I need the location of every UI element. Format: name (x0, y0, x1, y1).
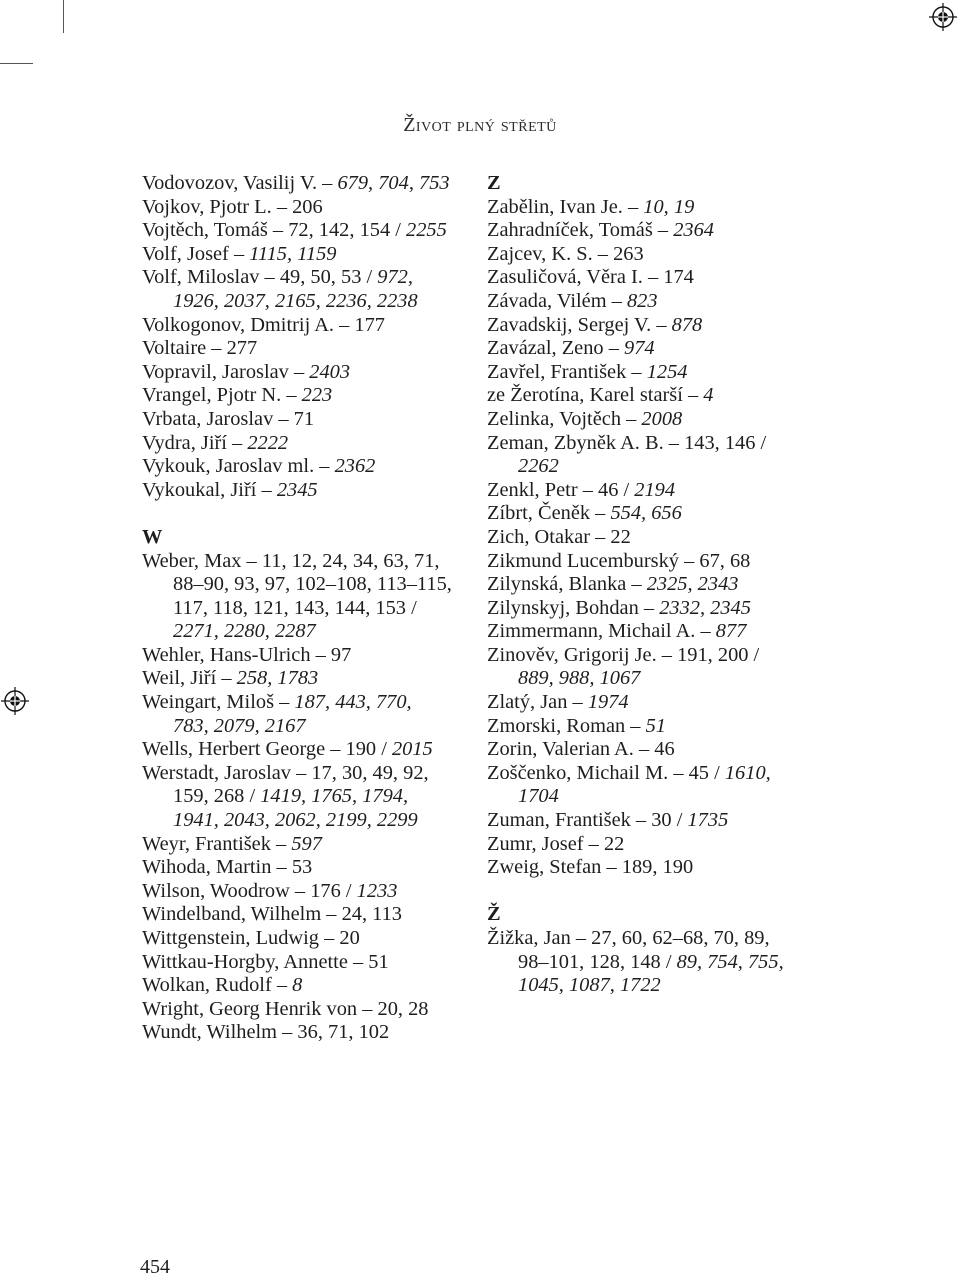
index-entry-line (487, 314, 817, 338)
index-entry-line (142, 762, 482, 786)
index-entry-line (487, 408, 817, 432)
index-entry (487, 762, 817, 809)
entry-text: Zilynskyj, Bohdan – (487, 596, 660, 619)
entry-text: Zavadskij, Sergej V. – (487, 313, 672, 336)
page-refs-italic: 1233 (356, 879, 398, 902)
page-refs-italic: 1115, 1159 (249, 242, 337, 265)
index-entries-v (142, 172, 482, 502)
index-entry-line (142, 243, 482, 267)
entry-text: Zilynská, Blanka – (487, 573, 647, 596)
entry-text: 159, 268 / (173, 785, 261, 808)
index-entry-line (487, 927, 817, 951)
index-entry (142, 172, 482, 196)
index-entry (142, 738, 482, 762)
section-letter-zh: Ž (487, 903, 501, 926)
index-entry-line (142, 998, 482, 1022)
page-refs-italic: 2345 (276, 478, 318, 501)
entry-text: Vydra, Jiří – (142, 431, 248, 454)
entry-text: Wright, Georg Henrik von – 20, 28 (142, 997, 429, 1020)
index-entry-line (487, 644, 817, 668)
index-entry-line (487, 361, 817, 385)
index-column-right (487, 172, 817, 998)
index-entry (487, 432, 817, 479)
entry-text: Zumr, Josef – 22 (487, 832, 625, 855)
index-entry-continuation (487, 785, 817, 809)
index-entry-line (142, 196, 482, 220)
entry-text: 98–101, 128, 148 / (518, 950, 677, 973)
entry-text: Zabělin, Ivan Je. – (487, 195, 644, 218)
index-entry-line (142, 738, 482, 762)
index-entry (142, 762, 482, 833)
section-letter-z: Z (487, 172, 501, 194)
page-refs-italic: 2262 (518, 455, 559, 478)
index-entry (487, 573, 817, 597)
page-refs-italic: 878 (671, 313, 703, 336)
page-refs-italic: 2325, 2343 (646, 573, 739, 596)
index-entry (487, 384, 817, 408)
index-entry-line (142, 479, 482, 503)
entry-text: Vojtěch, Tomáš – 72, 142, 154 / (142, 219, 407, 242)
entry-text: Weber, Max – 11, 12, 24, 34, 63, 71, (142, 549, 440, 572)
index-entry-continuation (142, 573, 482, 597)
page-refs-italic: 1610, (724, 761, 771, 784)
entry-text: Zasuličová, Věra I. – 174 (487, 266, 694, 289)
page-refs-italic: 1974 (587, 691, 629, 714)
page-refs-italic: 51 (645, 714, 666, 737)
page-refs-italic: 1254 (646, 360, 688, 383)
index-entry-continuation (487, 974, 817, 998)
page-refs-italic: 823 (626, 289, 658, 312)
entry-text: Závada, Vilém – (487, 289, 627, 312)
index-entry-line (487, 550, 817, 574)
entry-text: Zeman, Zbyněk A. B. – 143, 146 / (487, 431, 767, 454)
index-entry (142, 927, 482, 951)
index-entry (142, 691, 482, 738)
index-entry-line (142, 266, 482, 290)
page-refs-italic: 4 (703, 384, 714, 407)
index-entry (487, 196, 817, 220)
page-refs-italic: 89, 754, 755, (676, 950, 784, 973)
index-entry-line (487, 219, 817, 243)
entry-text: Volf, Miloslav – 49, 50, 53 / (142, 266, 378, 289)
page-refs-italic: 2364 (673, 219, 714, 242)
index-entry (142, 667, 482, 691)
entry-text: Wittgenstein, Ludwig – 20 (142, 927, 360, 949)
index-entry-line (487, 432, 817, 456)
page-refs-italic: 8 (292, 974, 303, 997)
entry-text: Vodovozov, Vasilij V. – (142, 172, 338, 194)
index-entry (142, 314, 482, 338)
index-entry (142, 361, 482, 385)
page-refs-italic: 972, (377, 266, 413, 289)
page-refs-italic: 10, 19 (643, 195, 695, 218)
entry-text: Zuman, František – 30 / (487, 809, 688, 832)
entry-text: Zahradníček, Tomáš – (487, 219, 674, 242)
index-entry-line (142, 361, 482, 385)
index-entry-line (142, 408, 482, 432)
index-entry-line (487, 691, 817, 715)
index-entry (142, 880, 482, 904)
page-refs-italic: 2222 (247, 431, 289, 454)
index-entry (142, 974, 482, 998)
index-entry (487, 337, 817, 361)
index-entry-continuation (487, 951, 817, 975)
index-entry-line (142, 172, 482, 196)
page-number: 454 (140, 1256, 170, 1278)
entry-text: Zíbrt, Čeněk – (487, 502, 611, 525)
index-entry-line (487, 243, 817, 267)
index-entry (142, 833, 482, 857)
page-refs-italic: 1704 (518, 785, 559, 808)
index-entry-line (487, 502, 817, 526)
index-entry-line (487, 597, 817, 621)
index-entry-line (487, 856, 817, 880)
index-entry-line (487, 266, 817, 290)
index-entry (487, 856, 817, 880)
index-entry (142, 903, 482, 927)
entry-text: Vojkov, Pjotr L. – 206 (142, 195, 323, 218)
index-entry-line (142, 550, 482, 574)
index-entry (487, 290, 817, 314)
index-entry-line (142, 455, 482, 479)
index-entry-line (142, 337, 482, 361)
index-column-left (142, 172, 482, 1045)
index-entry-line (142, 903, 482, 927)
page-refs-italic: 679, 704, 753 (337, 172, 450, 194)
index-entry (487, 479, 817, 503)
index-entry-line (142, 691, 482, 715)
index-entry (487, 526, 817, 550)
index-entry (487, 314, 817, 338)
index-entry-line (142, 951, 482, 975)
index-entry (487, 219, 817, 243)
index-entry (142, 998, 482, 1022)
registration-mark-icon (928, 2, 958, 32)
index-entries-w (142, 550, 482, 1045)
index-entry-line (487, 573, 817, 597)
entry-text: Zikmund Lucemburský – 67, 68 (487, 549, 751, 572)
page-refs-italic: 1045, 1087, 1722 (518, 974, 661, 997)
entry-text: Wundt, Wilhelm – 36, 71, 102 (142, 1021, 390, 1044)
index-entries-zh (487, 927, 817, 998)
index-entry (487, 361, 817, 385)
page-refs-italic: 2271, 2280, 2287 (173, 620, 316, 643)
entry-text: Zavázal, Zeno – (487, 337, 624, 360)
index-entry-line (487, 715, 817, 739)
index-entry (487, 644, 817, 691)
page-refs-italic: 1735 (687, 809, 729, 832)
index-entry-line (487, 620, 817, 644)
page-refs-italic: 2403 (309, 360, 351, 383)
index-entry (487, 691, 817, 715)
page-refs-italic: 2362 (334, 455, 376, 478)
index-entry (487, 502, 817, 526)
entry-text: Zorin, Valerian A. – 46 (487, 738, 675, 761)
index-entry (142, 384, 482, 408)
entry-text: Voltaire – 277 (142, 337, 258, 360)
index-entry (487, 715, 817, 739)
entry-text: Volf, Josef – (142, 242, 250, 265)
page-refs-italic: 877 (715, 620, 747, 643)
page-refs-italic: 2332, 2345 (659, 596, 751, 619)
index-entry-line (487, 290, 817, 314)
entry-text: ze Žerotína, Karel starší – (487, 384, 704, 407)
entry-text: Zlatý, Jan – (487, 691, 588, 714)
page-refs-italic: 2255 (406, 219, 447, 242)
entry-text: Vopravil, Jaroslav – (142, 360, 310, 383)
index-entry (142, 856, 482, 880)
index-entry (487, 408, 817, 432)
index-entry (142, 951, 482, 975)
index-entry-line (487, 337, 817, 361)
entry-text: Zich, Otakar – 22 (487, 525, 631, 548)
entry-text: Žižka, Jan – 27, 60, 62–68, 70, 89, (487, 927, 770, 949)
index-entry (487, 809, 817, 833)
index-entry (487, 550, 817, 574)
index-entry-line (142, 314, 482, 338)
entry-text: Zavřel, František – (487, 360, 647, 383)
page-refs-italic: 258, 1783 (236, 667, 319, 690)
index-entry-continuation (142, 597, 482, 621)
index-entry (142, 337, 482, 361)
entry-text: Zmorski, Roman – (487, 714, 646, 737)
page-refs-italic: 1926, 2037, 2165, 2236, 2238 (173, 289, 418, 312)
index-entry (142, 644, 482, 668)
index-entry-line (487, 526, 817, 550)
index-entry-continuation (142, 785, 482, 809)
index-entry-continuation (487, 667, 817, 691)
entry-text: Wolkan, Rudolf – (142, 974, 293, 997)
index-entry (142, 408, 482, 432)
index-entry (487, 738, 817, 762)
index-entries-z (487, 196, 817, 880)
page-refs-italic: 223 (301, 384, 333, 407)
index-entry (487, 266, 817, 290)
index-entry-line (142, 974, 482, 998)
page-refs-italic: 597 (291, 832, 322, 855)
index-entry (487, 833, 817, 857)
page-refs-italic: 1419, 1765, 1794, (260, 785, 409, 808)
index-entry-line (142, 644, 482, 668)
entry-text: 117, 118, 121, 143, 144, 153 / (173, 596, 417, 619)
entry-text: Weil, Jiří – (142, 667, 237, 690)
index-entry (487, 620, 817, 644)
page-refs-italic: 783, 2079, 2167 (173, 714, 306, 737)
index-entry (487, 243, 817, 267)
index-entry (142, 1021, 482, 1045)
index-entry-line (142, 880, 482, 904)
entry-text: Zenkl, Petr – 46 / (487, 478, 635, 501)
entry-text: Weyr, František – (142, 832, 292, 855)
crop-mark-vertical (63, 0, 64, 33)
crop-mark-horizontal (0, 63, 33, 64)
index-entry-continuation (487, 455, 817, 479)
index-entry-line (487, 384, 817, 408)
page-refs-italic: 2194 (634, 478, 676, 501)
index-entry (487, 597, 817, 621)
entry-text: Vykoukal, Jiří – (142, 478, 277, 501)
entry-text: Wihoda, Martin – 53 (142, 856, 313, 879)
index-entry (142, 266, 482, 313)
index-entry-line (142, 432, 482, 456)
entry-text: 88–90, 93, 97, 102–108, 113–115, (173, 573, 452, 596)
index-entry-line (142, 667, 482, 691)
entry-text: Zweig, Stefan – 189, 190 (487, 856, 694, 879)
index-entry-continuation (142, 620, 482, 644)
entry-text: Weingart, Miloš – (142, 691, 295, 714)
index-entry-line (487, 479, 817, 503)
index-entry-line (487, 762, 817, 786)
page-refs-italic: 187, 443, 770, (294, 691, 412, 714)
entry-text: Zelinka, Vojtěch – (487, 407, 642, 430)
index-entry-line (142, 856, 482, 880)
entry-text: Vykouk, Jaroslav ml. – (142, 455, 335, 478)
index-entry-line (142, 1021, 482, 1045)
index-entry (142, 196, 482, 220)
entry-text: Zimmermann, Michail A. – (487, 620, 716, 643)
index-entry-line (487, 196, 817, 220)
running-head: Život plný střetů (403, 114, 557, 136)
registration-mark-icon (0, 686, 30, 716)
index-entry-line (142, 384, 482, 408)
page-refs-italic: 2015 (391, 738, 433, 761)
entry-text: Windelband, Wilhelm – 24, 113 (142, 903, 402, 926)
index-entry-continuation (142, 290, 482, 314)
index-entry (142, 550, 482, 644)
index-entry (487, 927, 817, 998)
index-entry-continuation (142, 715, 482, 739)
entry-text: Zinověv, Grigorij Je. – 191, 200 / (487, 643, 760, 666)
page-refs-italic: 974 (624, 337, 655, 360)
entry-text: Zoščenko, Michail M. – 45 / (487, 761, 725, 784)
index-entry-line (142, 927, 482, 951)
index-entry-line (487, 809, 817, 833)
index-entry-continuation (142, 809, 482, 833)
entry-text: Wilson, Woodrow – 176 / (142, 879, 357, 902)
entry-text: Zajcev, K. S. – 263 (487, 242, 644, 265)
page-refs-italic: 554, 656 (610, 502, 682, 525)
page-refs-italic: 1941, 2043, 2062, 2199, 2299 (173, 809, 418, 832)
entry-text: Volkogonov, Dmitrij A. – 177 (142, 313, 386, 336)
page-refs-italic: 2008 (641, 407, 683, 430)
entry-text: Wells, Herbert George – 190 / (142, 738, 392, 761)
index-entry-line (142, 833, 482, 857)
index-entry-line (487, 833, 817, 857)
entry-text: Vrangel, Pjotr N. – (142, 384, 302, 407)
page-refs-italic: 889, 988, 1067 (518, 667, 641, 690)
entry-text: Vrbata, Jaroslav – 71 (142, 407, 315, 430)
index-entry (142, 455, 482, 479)
index-entry-line (142, 219, 482, 243)
entry-text: Wittkau-Horgby, Annette – 51 (142, 950, 389, 973)
index-entry (142, 479, 482, 503)
index-entry (142, 432, 482, 456)
index-entry (142, 219, 482, 243)
index-entry-line (487, 738, 817, 762)
entry-text: Werstadt, Jaroslav – 17, 30, 49, 92, (142, 761, 429, 784)
index-entry (142, 243, 482, 267)
entry-text: Wehler, Hans-Ulrich – 97 (142, 643, 352, 666)
section-letter-w: W (142, 525, 163, 548)
